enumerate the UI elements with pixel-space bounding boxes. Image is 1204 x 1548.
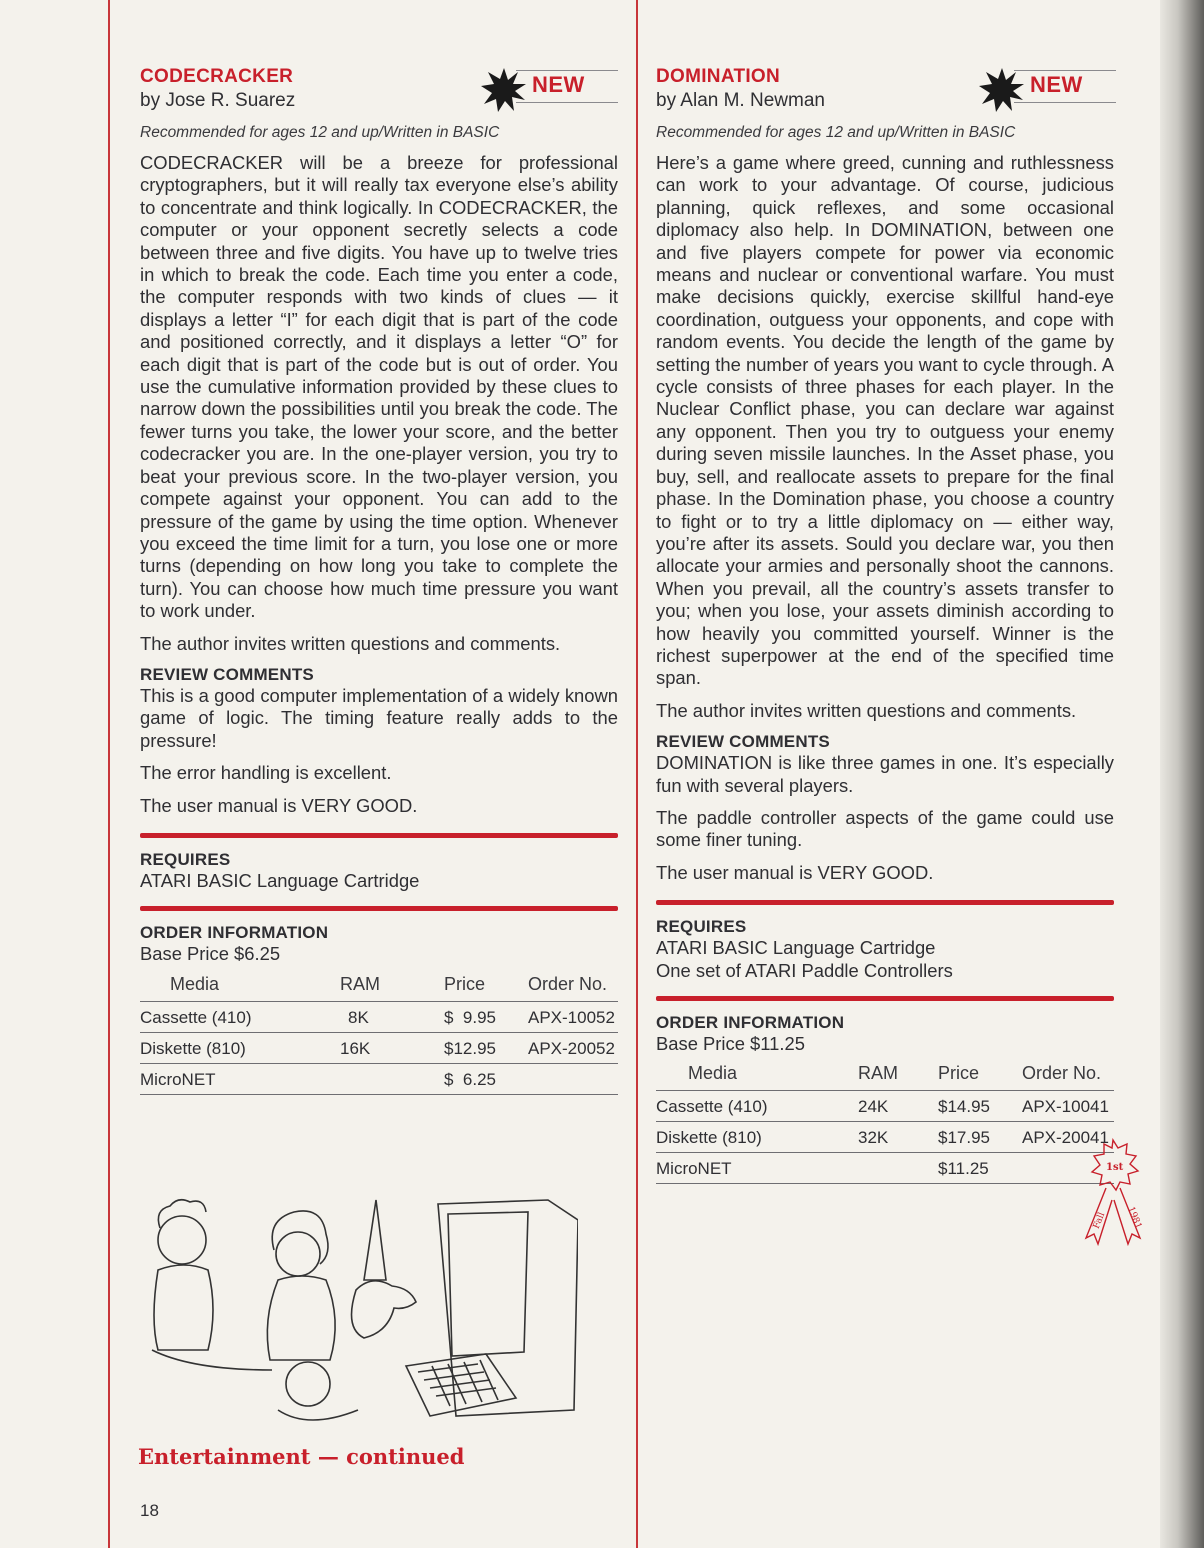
order-heading: ORDER INFORMATION <box>140 923 329 943</box>
media-cell: MicroNET <box>656 1153 858 1184</box>
ribbon-year: 1981 <box>1125 1205 1144 1231</box>
table-row <box>656 1122 1114 1153</box>
author-invite: The author invites written questions and comments. <box>656 699 1077 721</box>
order-no-cell: APX-20052 <box>528 1032 618 1063</box>
column-header: Media <box>170 973 220 994</box>
column-header: Order No. <box>1022 1063 1102 1084</box>
review-comment: The error handling is excellent. <box>140 762 392 784</box>
badge-rule-bottom <box>516 102 618 103</box>
codecracker-column <box>140 66 618 1095</box>
order-table <box>140 972 618 1095</box>
price-cell: $12.95 <box>444 1032 528 1063</box>
requires-item: ATARI BASIC Language Cartridge <box>656 937 936 959</box>
base-price: Base Price $11.25 <box>656 1033 805 1054</box>
award-ribbon-icon <box>1082 1138 1144 1256</box>
column-header: Order No. <box>528 973 608 994</box>
review-heading: REVIEW COMMENTS <box>656 732 830 752</box>
review-comment: DOMINATION is like three games in one. It’s especially fun with several players. <box>656 752 1114 796</box>
price-cell: $17.95 <box>938 1122 1022 1153</box>
page-number: 18 <box>140 1501 159 1520</box>
column-header: RAM <box>858 1063 898 1084</box>
order-no-cell: APX-10052 <box>528 1001 618 1032</box>
order-no-cell <box>528 1063 618 1094</box>
ribbon-rank: 1st <box>1106 1162 1124 1173</box>
author-invite: The author invites written questions and comments. <box>140 632 561 654</box>
badge-rule-bottom <box>1014 102 1116 103</box>
left-page-edge <box>108 0 110 1548</box>
starburst-icon <box>978 66 1026 114</box>
review-comment: The user manual is VERY GOOD. <box>656 861 934 883</box>
domination-column <box>656 66 1114 1184</box>
ram-cell: 16K <box>340 1032 444 1063</box>
requires-heading: REQUIRES <box>140 849 231 869</box>
ram-cell: 24K <box>858 1091 938 1122</box>
new-badge <box>480 66 618 114</box>
new-badge <box>978 66 1116 114</box>
binding-shadow <box>1160 0 1204 1548</box>
game-description: Here’s a game where greed, cunning and ruthlessness can work to your advantage. Of course, judicious planning, quick reflexes, and some occasional diplomacy also help. In DOMINATION, between one and five players compete for power via economic means and nuclear or conventional warfare. You must make decisions quickly, exercise skillful hand-eye coordination, outguess your opponents, and cope with random events. You decide the length of the game by setting the number of years you want to cycle through. A cycle consists of three phases for each player. In the Nuclear Conflict phase, you can declare war against any opponent. Then you try to outguess your enemy during seven missile launches. In the Asset phase, you buy, sell, and reallocate assets to prepare for the final phase. In the Domination phase, you choose a country to fight or to try a little diplomacy on — either way, you’re after its assets. Sould you declare war, you then allocate your armies and personally shoot the cannons. When you prevail, all the country’s assets transfer to you; when you lose, your assets diminish according to how heavily you committed yourself. Winner is the richest superpower at the end of the specified time span. <box>656 152 1114 689</box>
media-cell: Diskette (810) <box>656 1122 858 1153</box>
media-cell: Diskette (810) <box>140 1032 340 1063</box>
table-row <box>140 1063 618 1094</box>
requires-item: One set of ATARI Paddle Controllers <box>656 959 953 981</box>
review-comment: The user manual is VERY GOOD. <box>140 794 418 816</box>
new-label: NEW <box>532 72 585 97</box>
column-header: Price <box>938 1063 980 1084</box>
table-row <box>140 1001 618 1032</box>
order-heading: ORDER INFORMATION <box>656 1013 845 1032</box>
price-cell: $14.95 <box>938 1091 1022 1122</box>
price-cell: $ 6.25 <box>444 1063 528 1094</box>
review-heading: REVIEW COMMENTS <box>140 664 314 684</box>
table-row <box>656 1091 1114 1122</box>
center-page-edge <box>636 0 638 1548</box>
section-footer: Entertainment — continued <box>138 1444 465 1469</box>
game-description: CODECRACKER will be a breeze for professional cryptographers, but it will really tax everyone else’s ability to concentrate and think logically. In CODECRACKER, the computer or your opponent secretly selects a code between three and five digits. You have up to twelve tries in which to break the code. Each time you enter a code, the computer responds with two kinds of clues — it displays a letter “I” for each digit that is part of the code and positioned correctly, and it displays a letter “O” for each digit that is part of the code but is out of order. You use the cumulative information provided by these clues to narrow down the possibilities until you break the code. The fewer turns you take, the lower your score, and the better codecracker you are. In the one-player version, you try to beat your previous score. In the two-player version, you compete against your opponent. You can add to the pressure of the game by using the time option. Whenever you exceed the time limit for a turn, you lose one or more turns (depending on how long you take to complete the turn). You can choose how much time pressure you want to work under. <box>140 152 618 622</box>
ram-cell: 8K <box>340 1001 444 1032</box>
table-row <box>140 1032 618 1063</box>
ribbon-season: Fall <box>1091 1211 1108 1231</box>
section-divider <box>656 996 1114 1001</box>
media-cell: Cassette (410) <box>656 1091 858 1122</box>
kids-at-computer-illustration <box>138 1180 578 1436</box>
badge-rule-top <box>1014 70 1116 71</box>
recommended-ages: Recommended for ages 12 and up/Written in BASIC <box>140 124 500 141</box>
order-table <box>656 1061 1114 1184</box>
price-cell: $11.25 <box>938 1153 1022 1184</box>
requires-heading: REQUIRES <box>656 917 747 937</box>
column-header: RAM <box>340 973 380 994</box>
ram-cell <box>340 1063 444 1094</box>
game-author: by Alan M. Newman <box>656 90 825 111</box>
media-cell: Cassette (410) <box>140 1001 340 1032</box>
table-row <box>656 1153 1114 1184</box>
price-cell: $ 9.95 <box>444 1001 528 1032</box>
review-comment: This is a good computer implementation of a widely known game of logic. The timing feature really adds to the pressure! <box>140 684 618 751</box>
badge-rule-top <box>516 70 618 71</box>
order-no-cell: APX-20041 <box>1022 1122 1114 1153</box>
game-title: DOMINATION <box>656 66 781 87</box>
section-divider <box>656 900 1114 905</box>
section-divider <box>140 906 618 911</box>
column-header: Media <box>688 1063 738 1084</box>
media-cell: MicroNET <box>140 1063 340 1094</box>
new-label: NEW <box>1030 72 1083 97</box>
recommended-ages: Recommended for ages 12 and up/Written in BASIC <box>656 124 1016 141</box>
order-no-cell: APX-10041 <box>1022 1091 1114 1122</box>
starburst-icon <box>480 66 528 114</box>
review-comment: The paddle controller aspects of the game could use some finer tuning. <box>656 806 1114 851</box>
base-price: Base Price $6.25 <box>140 943 281 965</box>
ram-cell: 32K <box>858 1122 938 1153</box>
requires-item: ATARI BASIC Language Cartridge <box>140 869 420 891</box>
table-header-row <box>140 972 618 1002</box>
ram-cell <box>858 1153 938 1184</box>
game-title: CODECRACKER <box>140 66 294 87</box>
column-header: Price <box>444 973 486 994</box>
table-header-row <box>656 1061 1114 1091</box>
game-author: by Jose R. Suarez <box>140 90 296 111</box>
section-divider <box>140 833 618 838</box>
